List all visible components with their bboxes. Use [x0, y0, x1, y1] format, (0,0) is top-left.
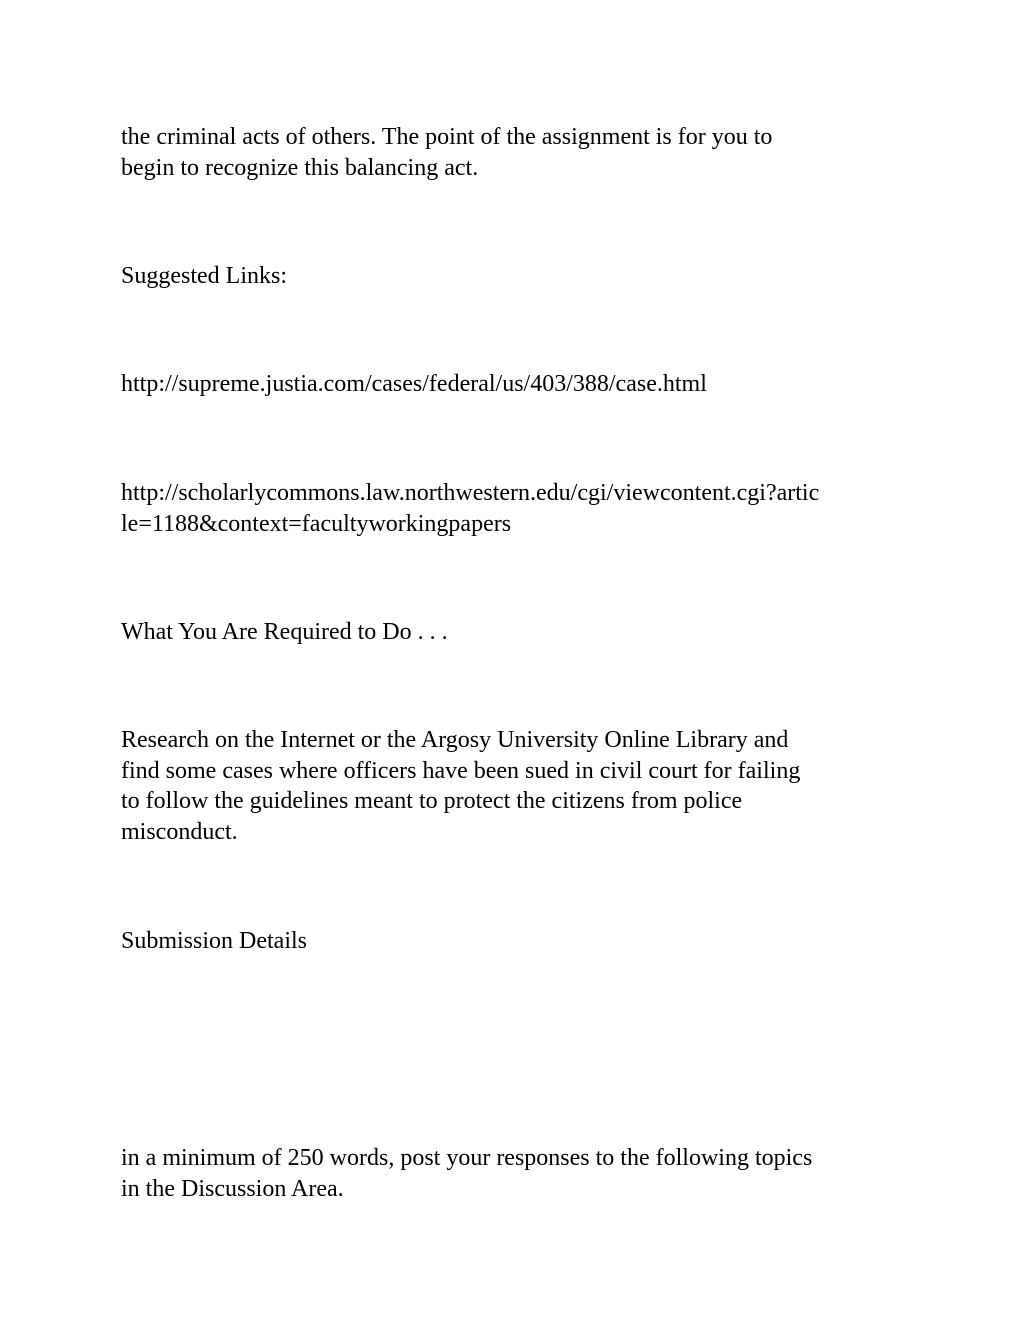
- research-line: misconduct.: [121, 818, 238, 845]
- required-heading: [121, 617, 911, 648]
- suggested-link-northwestern[interactable]: [121, 478, 911, 539]
- research-line: Research on the Internet or the Argosy University Online Library and: [121, 727, 789, 753]
- link-url-line[interactable]: le=1188&context=facultyworkingpapers: [121, 510, 512, 537]
- research-line: to follow the guidelines meant to protect the citizens from police: [121, 788, 743, 814]
- suggested-link-justia[interactable]: [121, 369, 911, 400]
- intro-line: begin to recognize this balancing act.: [121, 154, 479, 181]
- intro-line: the criminal acts of others. The point of the assignment is for you to: [121, 124, 773, 150]
- submission-details-heading: [121, 926, 911, 957]
- suggested-links-heading: [121, 261, 911, 292]
- minimum-words-paragraph: [121, 1143, 911, 1204]
- intro-paragraph: [121, 122, 911, 183]
- suggested-links-heading-text: Suggested Links:: [121, 263, 287, 289]
- link-url-line[interactable]: http://scholarlycommons.law.northwestern.edu/cgi/viewcontent.cgi?artic: [121, 480, 820, 506]
- minimum-line: in the Discussion Area.: [121, 1175, 344, 1202]
- research-line: find some cases where officers have been sued in civil court for failing: [121, 757, 801, 784]
- link-url-line[interactable]: http://supreme.justia.com/cases/federal/us/403/388/case.html: [121, 371, 707, 397]
- minimum-line: in a minimum of 250 words, post your responses to the following topics: [121, 1145, 813, 1171]
- required-heading-text: What You Are Required to Do . . .: [121, 619, 448, 645]
- submission-heading-text: Submission Details: [121, 928, 308, 954]
- research-paragraph: [121, 725, 911, 847]
